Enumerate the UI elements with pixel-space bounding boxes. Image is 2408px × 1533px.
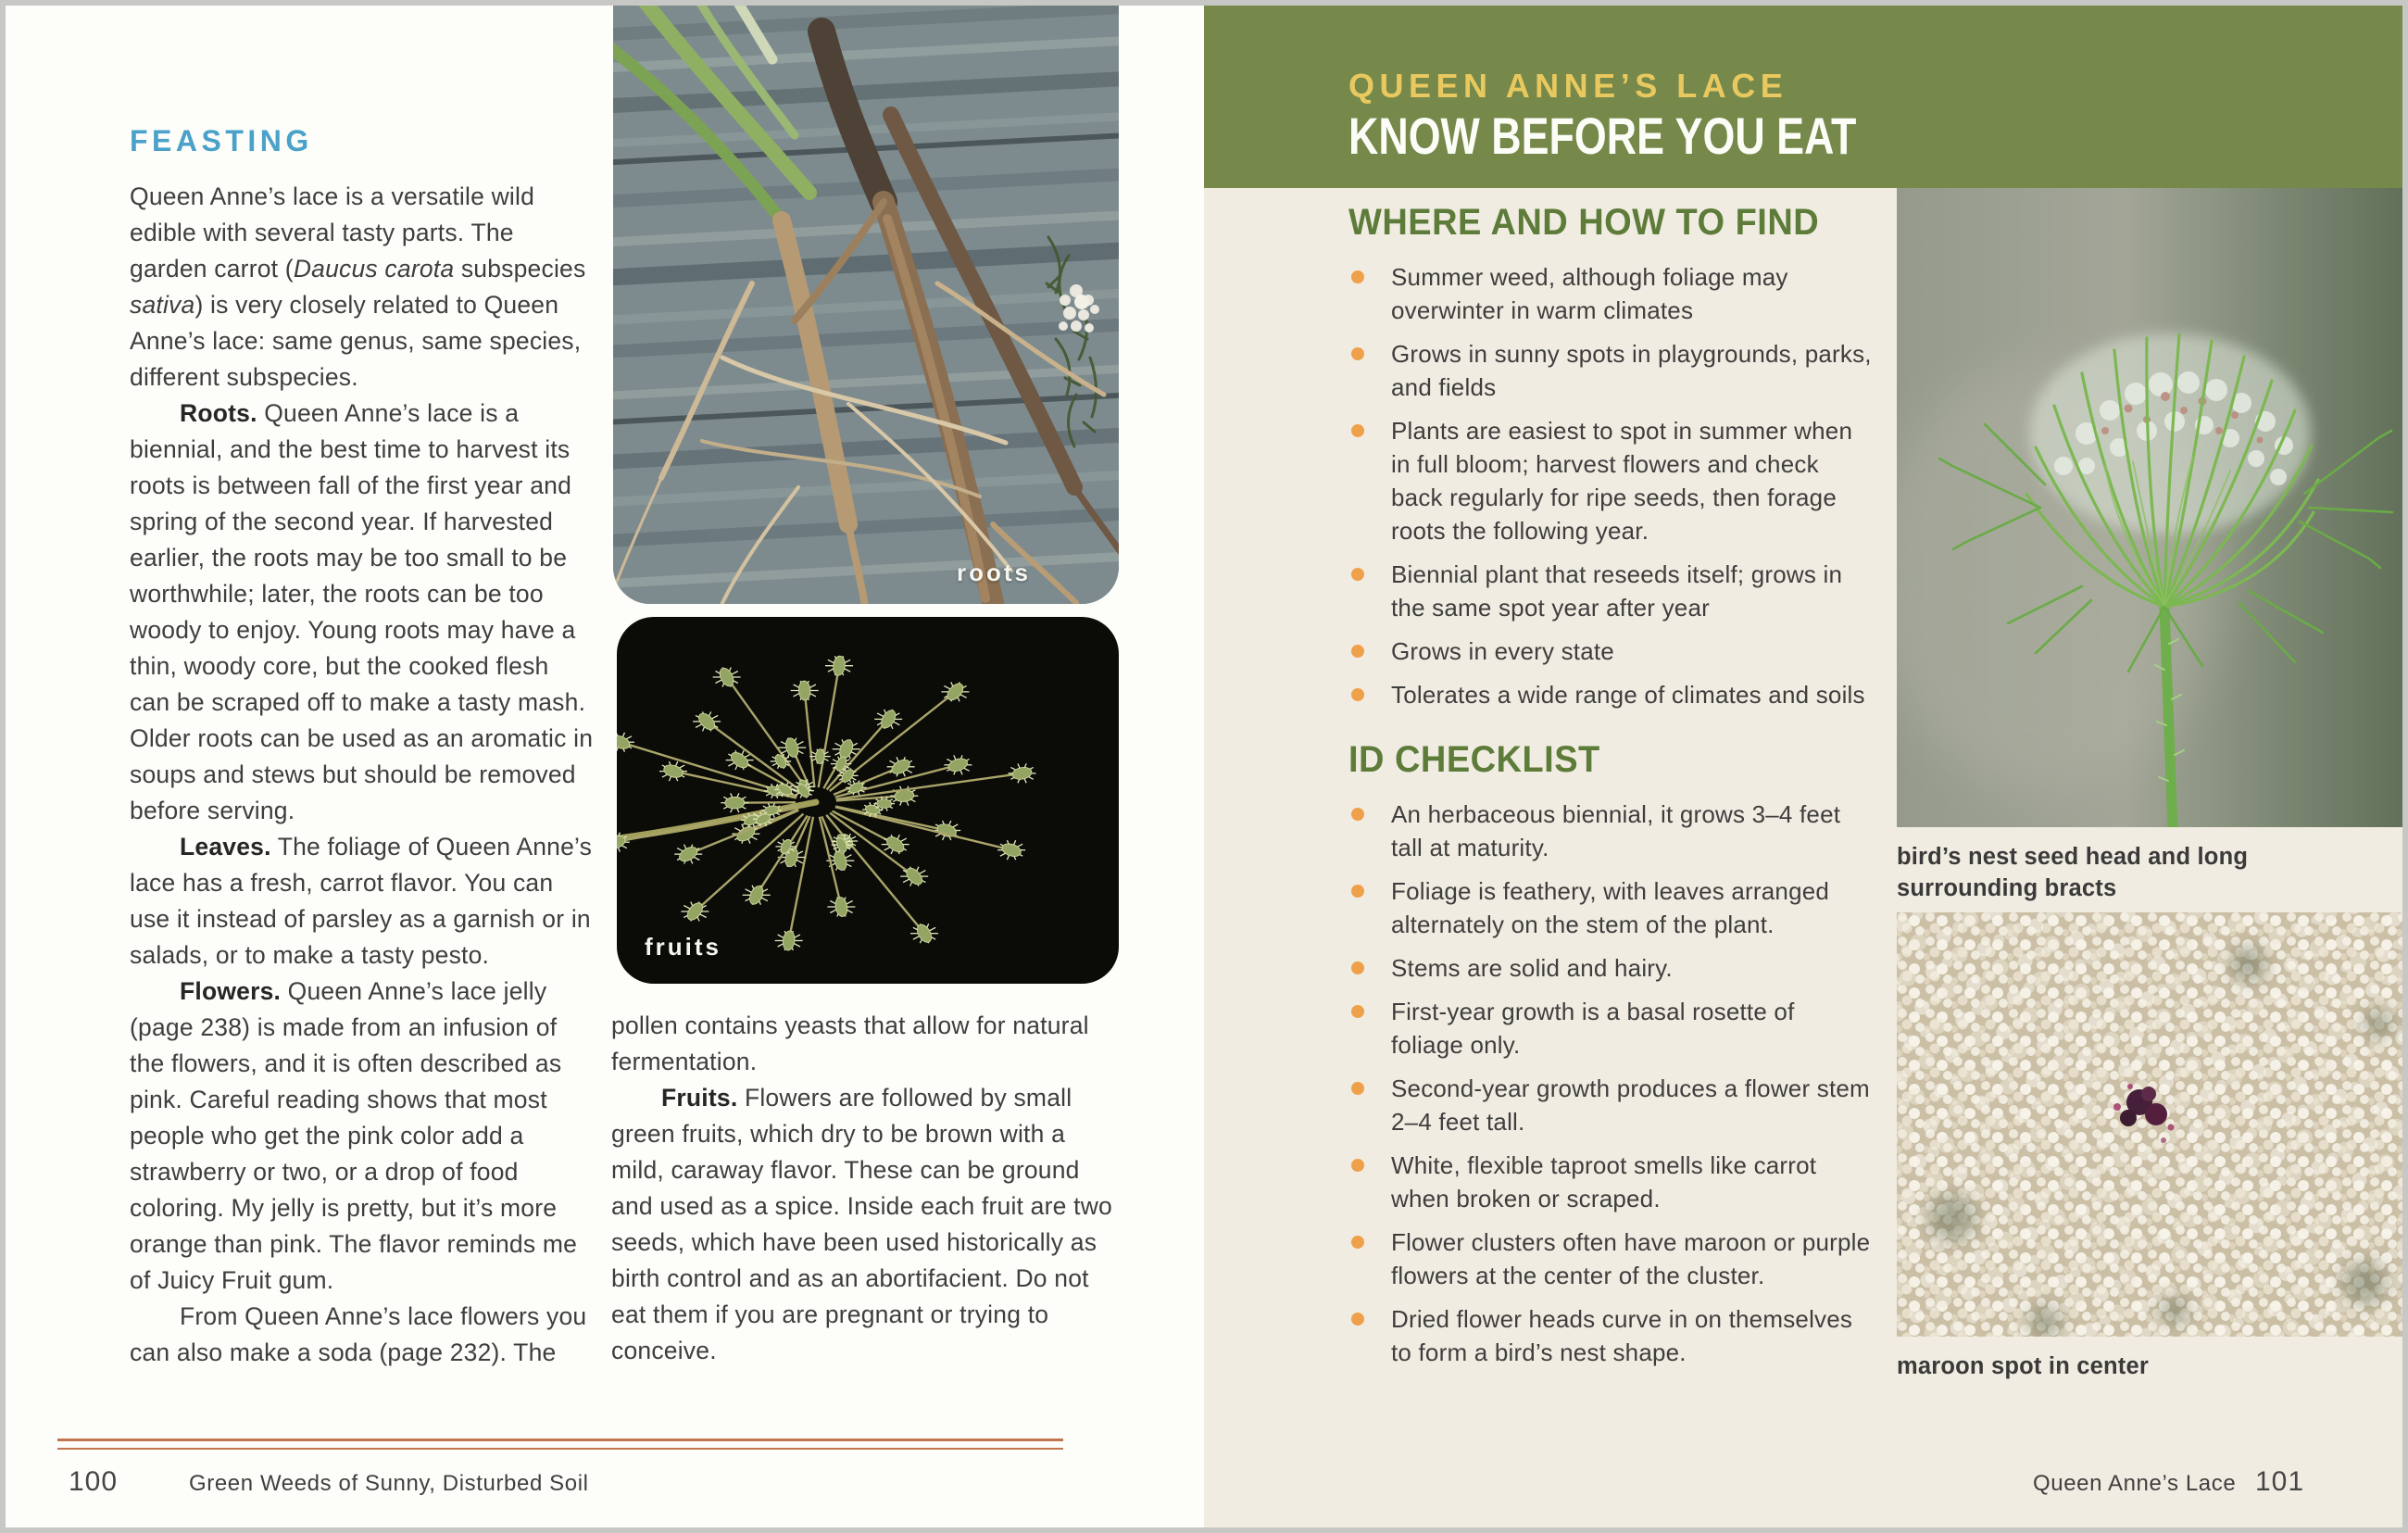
- maroon-spot-caption: maroon spot in center: [1897, 1353, 2149, 1379]
- list-item: An herbaceous biennial, it grows 3–4 feet tall at maturity.: [1348, 798, 1873, 864]
- paragraph-fruits: Fruits. Flowers are followed by small green fruits, which dry to be brown with a mild, caraway flavor. These can be ground and used as a spice. Inside each fruit are two seeds, which have been used historically as birth control and as an abortifacient. Do not eat them if you are pregnant or trying to conceive.: [611, 1084, 1112, 1364]
- list-item: Tolerates a wide range of climates and soils: [1348, 678, 1873, 711]
- page-number-right: 101: [2255, 1466, 2305, 1497]
- section-heading-feasting: FEASTING: [130, 124, 313, 157]
- page-number-left: 100: [69, 1466, 119, 1497]
- roots-photo-label: roots: [957, 559, 1031, 586]
- fruits-photo-label: fruits: [645, 933, 721, 961]
- running-footer-section: Queen Anne’s Lace: [2033, 1471, 2237, 1496]
- right-text-column: [1348, 202, 1873, 1379]
- heading-id-checklist: ID CHECKLIST: [1348, 739, 1600, 780]
- paragraph-roots: Roots. Queen Anne’s lace is a biennial, and the best time to harvest its roots is between fall of the first year and spring of the second year. If harvested earlier, the roots may be too small to be worthwhile; later, the roots can be too woody to enjoy. Young roots may have a thin, woody core, but the cooked flesh can be scraped off to make a tasty mash. Older roots can be used as an aromatic in soups and stews but should be removed before serving.: [130, 399, 594, 824]
- list-item: Grows in sunny spots in playgrounds, parks, and fields: [1348, 337, 1873, 404]
- list-item: Second-year growth produces a flower stem 2–4 feet tall.: [1348, 1072, 1873, 1138]
- list-item: Grows in every state: [1348, 635, 1873, 668]
- left-text-column-2: [611, 1008, 1119, 1369]
- chapter-title: Green Weeds of Sunny, Disturbed Soil: [189, 1471, 589, 1496]
- birds-nest-photo: [1897, 188, 2402, 827]
- paragraph-soda: From Queen Anne’s lace flowers you can also make a soda (page 232). The: [130, 1302, 587, 1366]
- page-left: [6, 6, 1204, 1527]
- list-item: Foliage is feathery, with leaves arranged alternately on the stem of the plant.: [1348, 874, 1873, 941]
- plant-name-kicker: QUEEN ANNE’S LACE: [1348, 67, 1788, 105]
- paragraph-pollen: pollen contains yeasts that allow for natural fermentation.: [611, 1012, 1089, 1075]
- id-checklist-list: [1348, 798, 1873, 1369]
- maroon-spot-photo: [1897, 912, 2402, 1337]
- fruits-photo-illustration: [617, 617, 1119, 984]
- roots-photo-illustration: [613, 6, 1119, 604]
- list-item: White, flexible taproot smells like carrot when broken or scraped.: [1348, 1149, 1873, 1215]
- paragraph-flowers: Flowers. Queen Anne’s lace jelly (page 238) is made from an infusion of the flowers, and it is often described as pink. Careful reading shows that most people who get the pink color add a strawberry or two, or a drop of food coloring. My jelly is pretty, but it’s more orange than pink. The flavor reminds me of Juicy Fruit gum.: [130, 977, 578, 1294]
- left-text-column: [130, 124, 595, 1371]
- heading-where-and-how: WHERE AND HOW TO FIND: [1348, 202, 1820, 243]
- page-title: KNOW BEFORE YOU EAT: [1348, 107, 1857, 165]
- paragraph-intro: Queen Anne’s lace is a versatile wild edible with several tasty parts. The garden carrot (Daucus carota subspecies sativa) is very closely related to Queen Anne’s lace: same genus, same species, different subspecies.: [130, 182, 586, 391]
- list-item: Summer weed, although foliage may overwinter in warm climates: [1348, 260, 1873, 327]
- list-item: Flower clusters often have maroon or purple flowers at the center of the cluster.: [1348, 1225, 1873, 1292]
- list-item: Dried flower heads curve in on themselves to form a bird’s nest shape.: [1348, 1302, 1873, 1369]
- list-item: Biennial plant that reseeds itself; grows in the same spot year after year: [1348, 558, 1873, 624]
- maroon-spot-photo-illustration: [1897, 912, 2402, 1337]
- list-item: Plants are easiest to spot in summer when in full bloom; harvest flowers and check back regularly for ripe seeds, then forage roots the following year.: [1348, 414, 1873, 547]
- birds-nest-caption: bird’s nest seed head and long surrounding bracts: [1897, 844, 2249, 901]
- paragraph-leaves: Leaves. The foliage of Queen Anne’s lace has a fresh, carrot flavor. You can use it instead of parsley as a garnish or in salads, or to make a tasty pesto.: [130, 833, 593, 969]
- list-item: Stems are solid and hairy.: [1348, 951, 1873, 985]
- page-right: [1204, 6, 2402, 1527]
- birds-nest-photo-illustration: [1897, 188, 2402, 827]
- where-and-how-list: [1348, 260, 1873, 711]
- fruits-photo: [617, 617, 1119, 984]
- header-band: [1204, 6, 2402, 188]
- footer-double-rule: [57, 1439, 1063, 1450]
- roots-photo: [613, 6, 1119, 604]
- list-item: First-year growth is a basal rosette of foliage only.: [1348, 995, 1873, 1062]
